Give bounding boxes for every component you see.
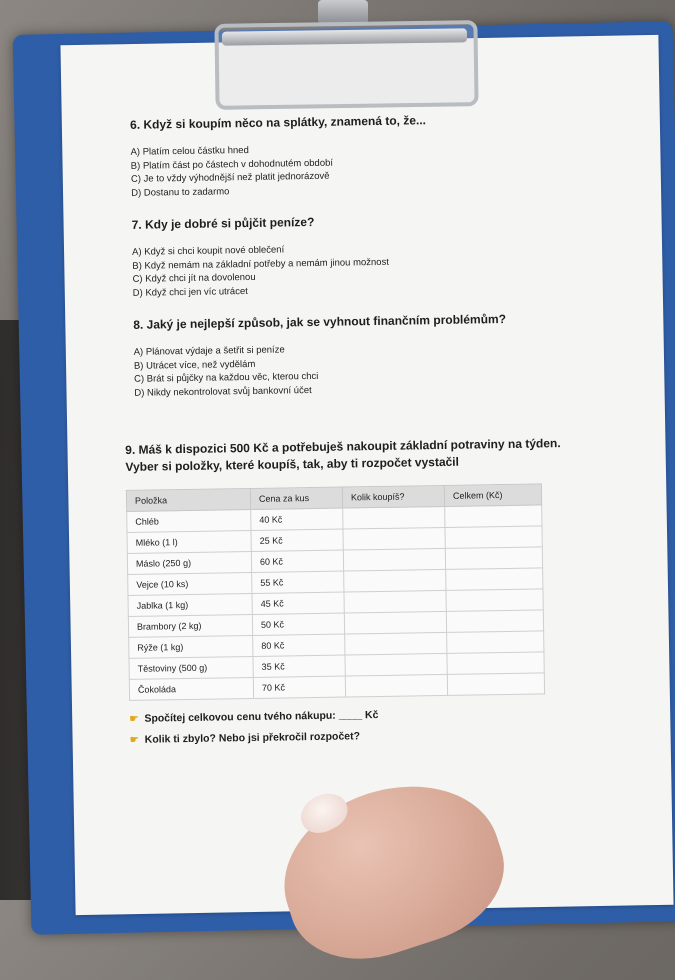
task-total-text: Spočítej celkovou cenu tvého nákupu: ____ Kč [144, 709, 379, 725]
header-quantity: Kolik koupíš? [342, 485, 444, 508]
item-price: 55 Kč [252, 571, 344, 593]
item-name: Vejce (10 ks) [128, 572, 252, 595]
question-9-title [125, 435, 585, 476]
item-name: Chléb [127, 509, 251, 532]
header-total: Celkem (Kč) [444, 484, 541, 507]
answer: D) Nikdy nekontrolovat svůj bankovní účet [134, 384, 312, 399]
total-cell [447, 652, 544, 675]
answer: A) Plánovat výdaje a šetřit si peníze [133, 344, 285, 358]
answer: C) Je to vždy výhodnější než platit jednorázově [130, 170, 330, 185]
item-price: 50 Kč [252, 613, 344, 635]
question-8-title: 8. Jaký je nejlepší způsob, jak se vyhnout finančním problémům? [133, 311, 507, 332]
item-name: Rýže (1 kg) [129, 635, 253, 658]
item-name: Čokoláda [129, 677, 253, 700]
question-7-answers [132, 239, 583, 300]
total-cell [445, 547, 542, 570]
task-remaining-text: Kolik ti zbylo? Nebo jsi překročil rozpočet? [144, 730, 361, 746]
quantity-cell [344, 569, 446, 592]
answer: A) Když si chci koupit nové oblečení [132, 244, 285, 258]
question-6 [120, 111, 581, 200]
item-price: 80 Kč [253, 634, 345, 656]
total-cell [445, 505, 542, 528]
item-price: 60 Kč [251, 550, 343, 572]
total-cell [447, 673, 544, 696]
item-name: Mléko (1 l) [127, 530, 251, 553]
answer: D) Dostanu to zadarmo [131, 185, 230, 199]
total-cell [446, 589, 543, 612]
quantity-cell [343, 548, 445, 571]
quantity-cell [344, 611, 446, 634]
item-price: 70 Kč [253, 676, 345, 698]
quantity-cell [344, 590, 446, 613]
total-cell [445, 526, 542, 549]
answer: B) Když nemám na základní potřeby a nemám jinou možnost [132, 256, 390, 272]
question-8-answers [134, 339, 585, 400]
follow-up-tasks [129, 702, 590, 751]
quantity-cell [343, 527, 445, 550]
question-6-answers [130, 139, 581, 200]
item-name: Máslo (250 g) [127, 551, 251, 574]
question-8 [123, 311, 584, 400]
answer: C) Brát si půjčky na každou věc, kterou chci [134, 370, 319, 385]
clip-hinge [318, 0, 368, 24]
question-7 [122, 211, 583, 300]
quantity-cell [345, 632, 447, 655]
question-9-title-line1: 9. Máš k dispozici 500 Kč a potřebuješ nakoupit základní potraviny na týden. [125, 436, 561, 457]
answer: B) Platím část po částech v dohodnutém období [130, 157, 334, 172]
item-name: Těstoviny (500 g) [129, 656, 253, 679]
item-price: 45 Kč [252, 592, 344, 614]
quantity-cell [345, 674, 447, 697]
item-price: 25 Kč [251, 529, 343, 551]
answer: C) Když chci jít na dovolenou [132, 271, 256, 285]
item-name: Jablka (1 kg) [128, 593, 252, 616]
question-7-title: 7. Kdy je dobré si půjčit peníze? [131, 214, 315, 232]
question-6-title: 6. Když si koupím něco na splátky, znamená to, že... [129, 113, 427, 132]
item-price: 40 Kč [251, 508, 343, 530]
total-cell [446, 610, 543, 633]
pointing-hand-icon: ☛ [129, 713, 139, 725]
quantity-cell [343, 506, 445, 529]
pointing-hand-icon: ☛ [129, 734, 139, 746]
item-price: 35 Kč [253, 655, 345, 677]
header-item: Položka [126, 488, 250, 511]
worksheet-content [120, 111, 590, 751]
question-9-title-line2: Vyber si položky, které koupíš, tak, aby ti rozpočet vystačil [125, 454, 460, 474]
item-name: Brambory (2 kg) [128, 614, 252, 637]
quantity-cell [345, 653, 447, 676]
header-price: Cena za kus [250, 487, 342, 509]
shopping-table [126, 483, 545, 701]
answer: B) Utrácet více, než vydělám [133, 358, 256, 372]
total-cell [446, 568, 543, 591]
answer: A) Platím celou částku hned [130, 144, 249, 158]
answer: D) Když chci jen víc utrácet [132, 285, 248, 299]
total-cell [447, 631, 544, 654]
